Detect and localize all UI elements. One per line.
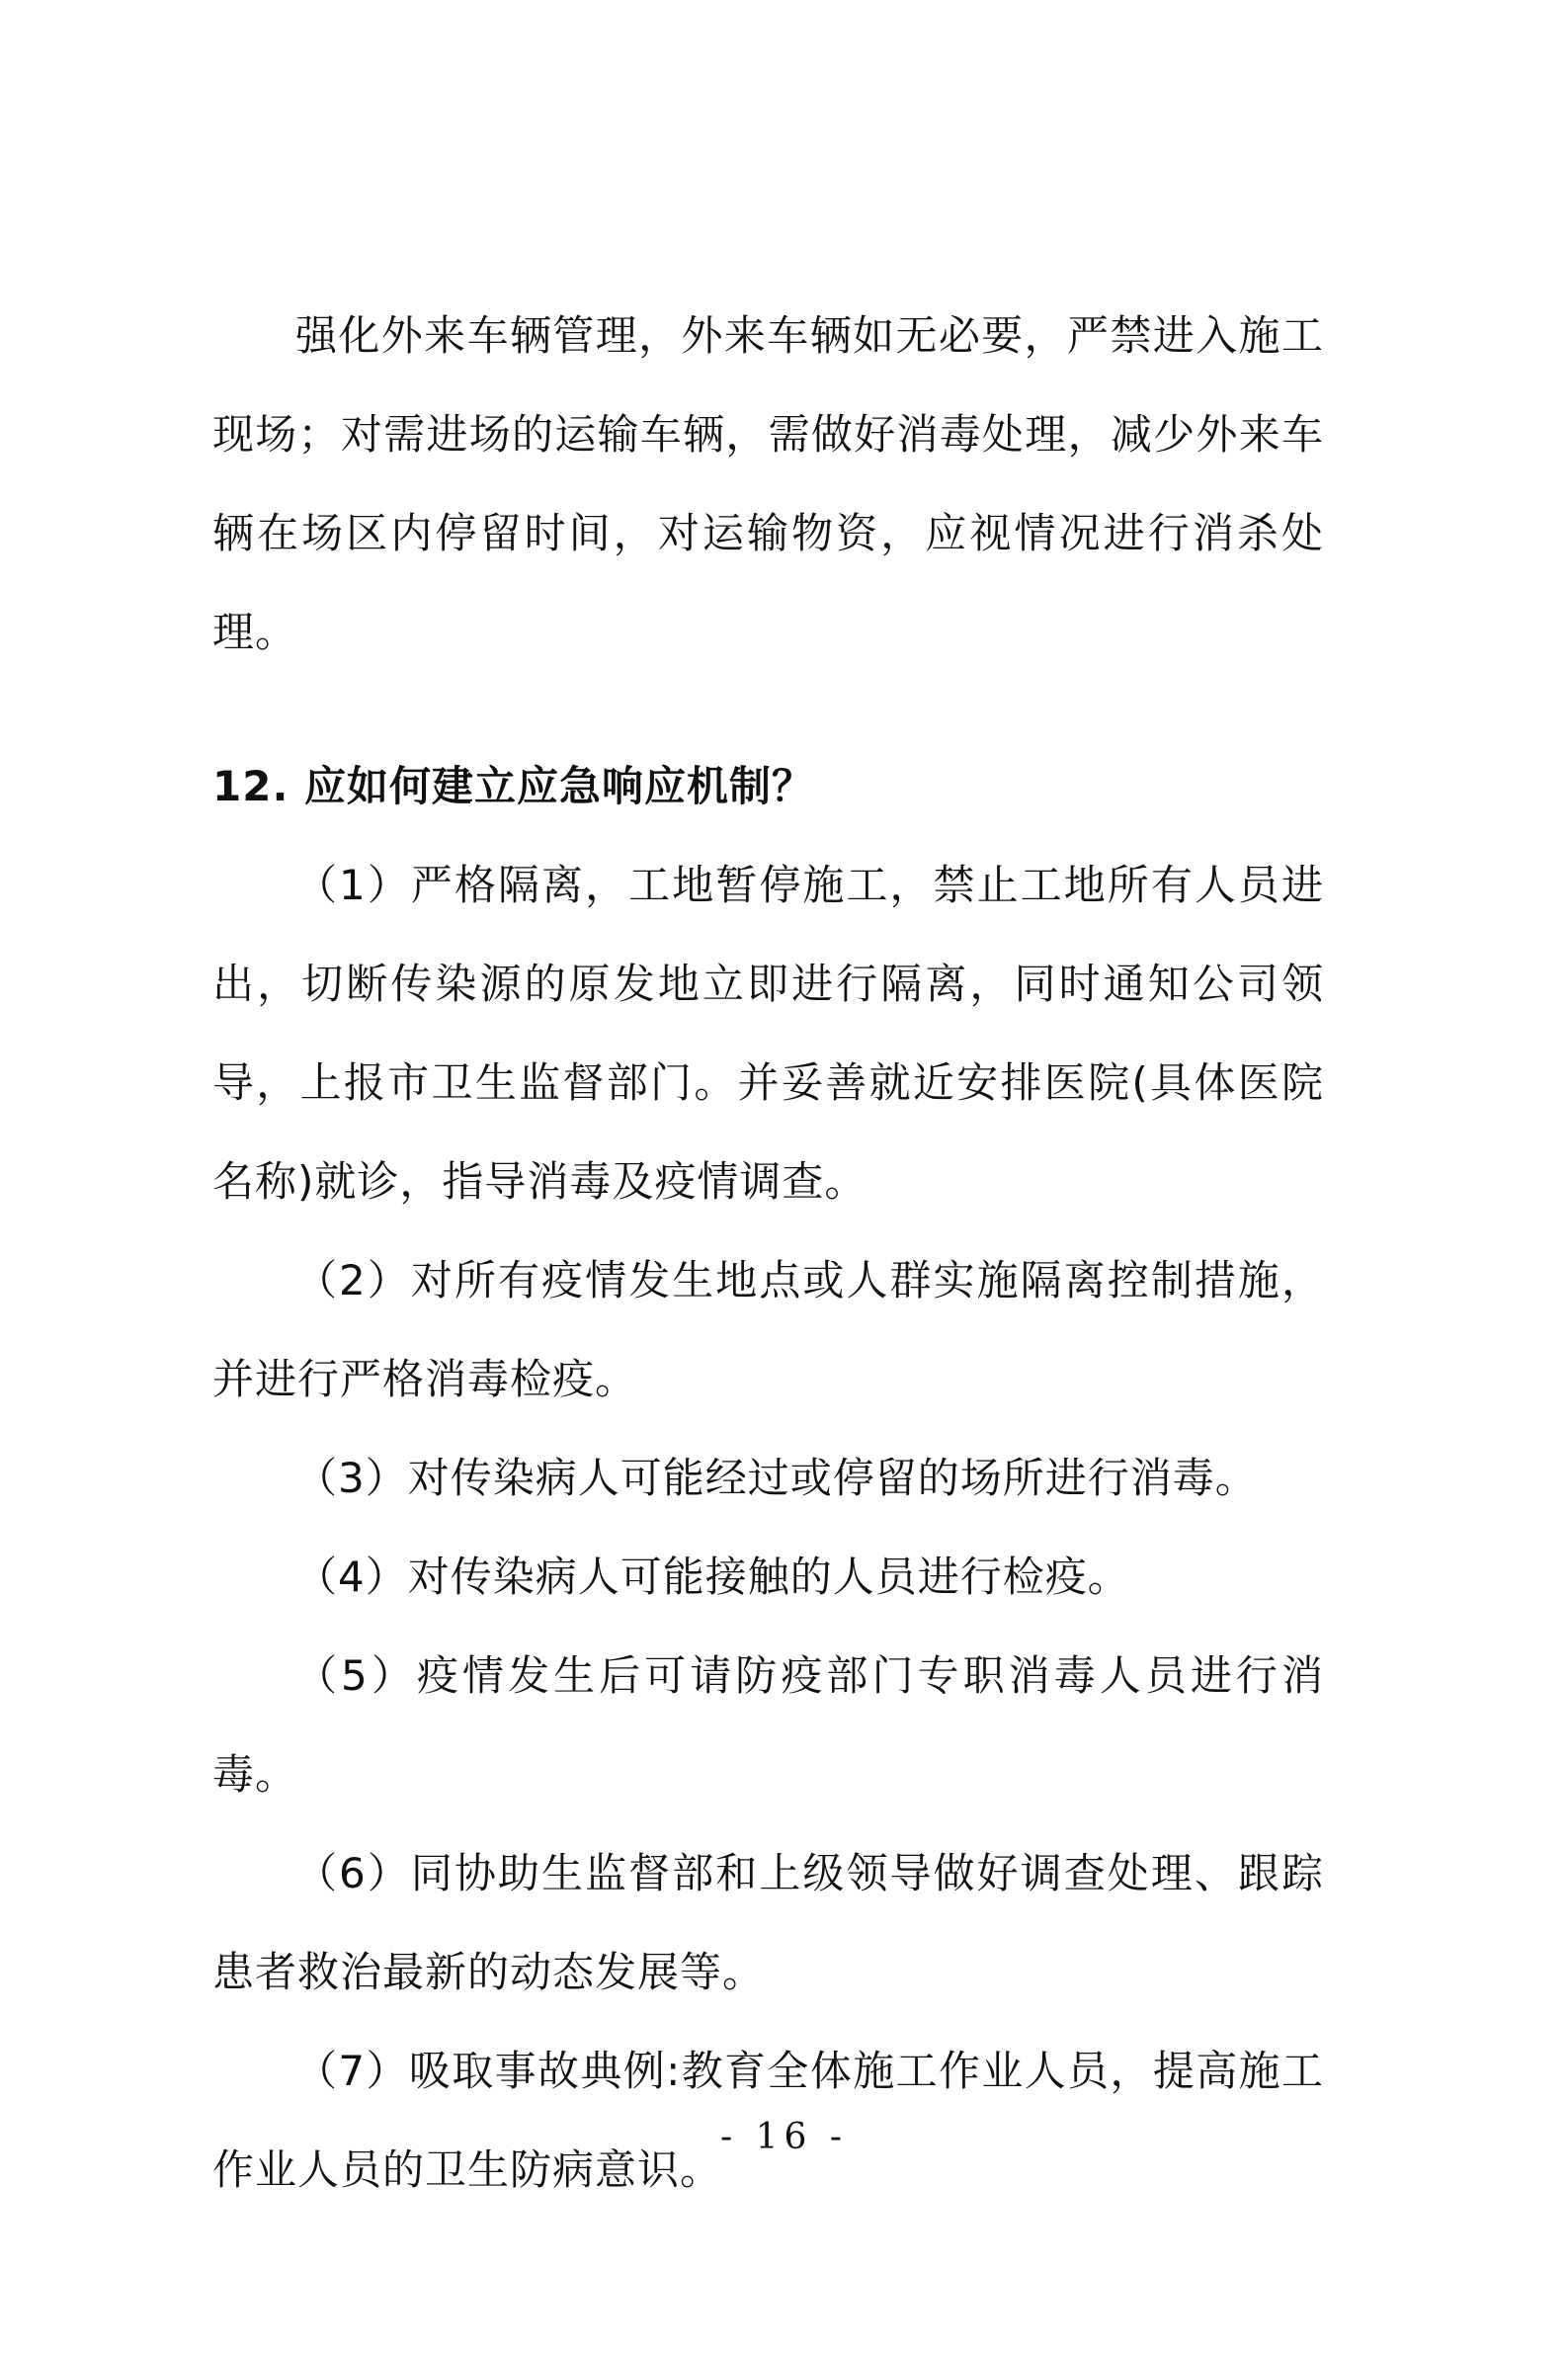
section-spacer — [212, 682, 1324, 737]
list-item-1: （1）严格隔离，工地暂停施工，禁止工地所有人员进出，切断传染源的原发地立即进行隔离，同时通知公司领导，上报市卫生监督部门。并妥善就近安排医院(具体医院名称)就诊，指导消毒及疫情调查。 — [212, 861, 1324, 1206]
page-number: - 16 - — [719, 2117, 849, 2157]
list-item-2: （2）对所有疫情发生地点或人群实施隔离控制措施，并进行严格消毒检疫。 — [212, 1256, 1324, 1403]
list-item-3: （3）对传染病人可能经过或停留的场所进行消毒。 — [295, 1454, 1258, 1502]
list-item-6: （6）同协助生监督部和上级领导做好调查处理、跟踪患者救治最新的动态发展等。 — [212, 1849, 1324, 1996]
section-heading: 12. 应如何建立应急响应机制？ — [212, 762, 815, 810]
list-item-5: （5）疫情发生后可请防疫部门专职消毒人员进行消毒。 — [212, 1651, 1324, 1799]
list-item-7: （7）吸取事故典例:教育全体施工作业人员，提高施工作业人员的卫生防病意识。 — [212, 2047, 1324, 2194]
page-content — [212, 287, 1324, 2220]
list-item-4: （4）对传染病人可能接触的人员进行检疫。 — [295, 1553, 1130, 1601]
intro-paragraph: 强化外来车辆管理，外来车辆如无必要，严禁进入施工现场；对需进场的运输车辆，需做好消毒处理，减少外来车辆在场区内停留时间，对运输物资，应视情况进行消杀处理。 — [212, 311, 1324, 656]
